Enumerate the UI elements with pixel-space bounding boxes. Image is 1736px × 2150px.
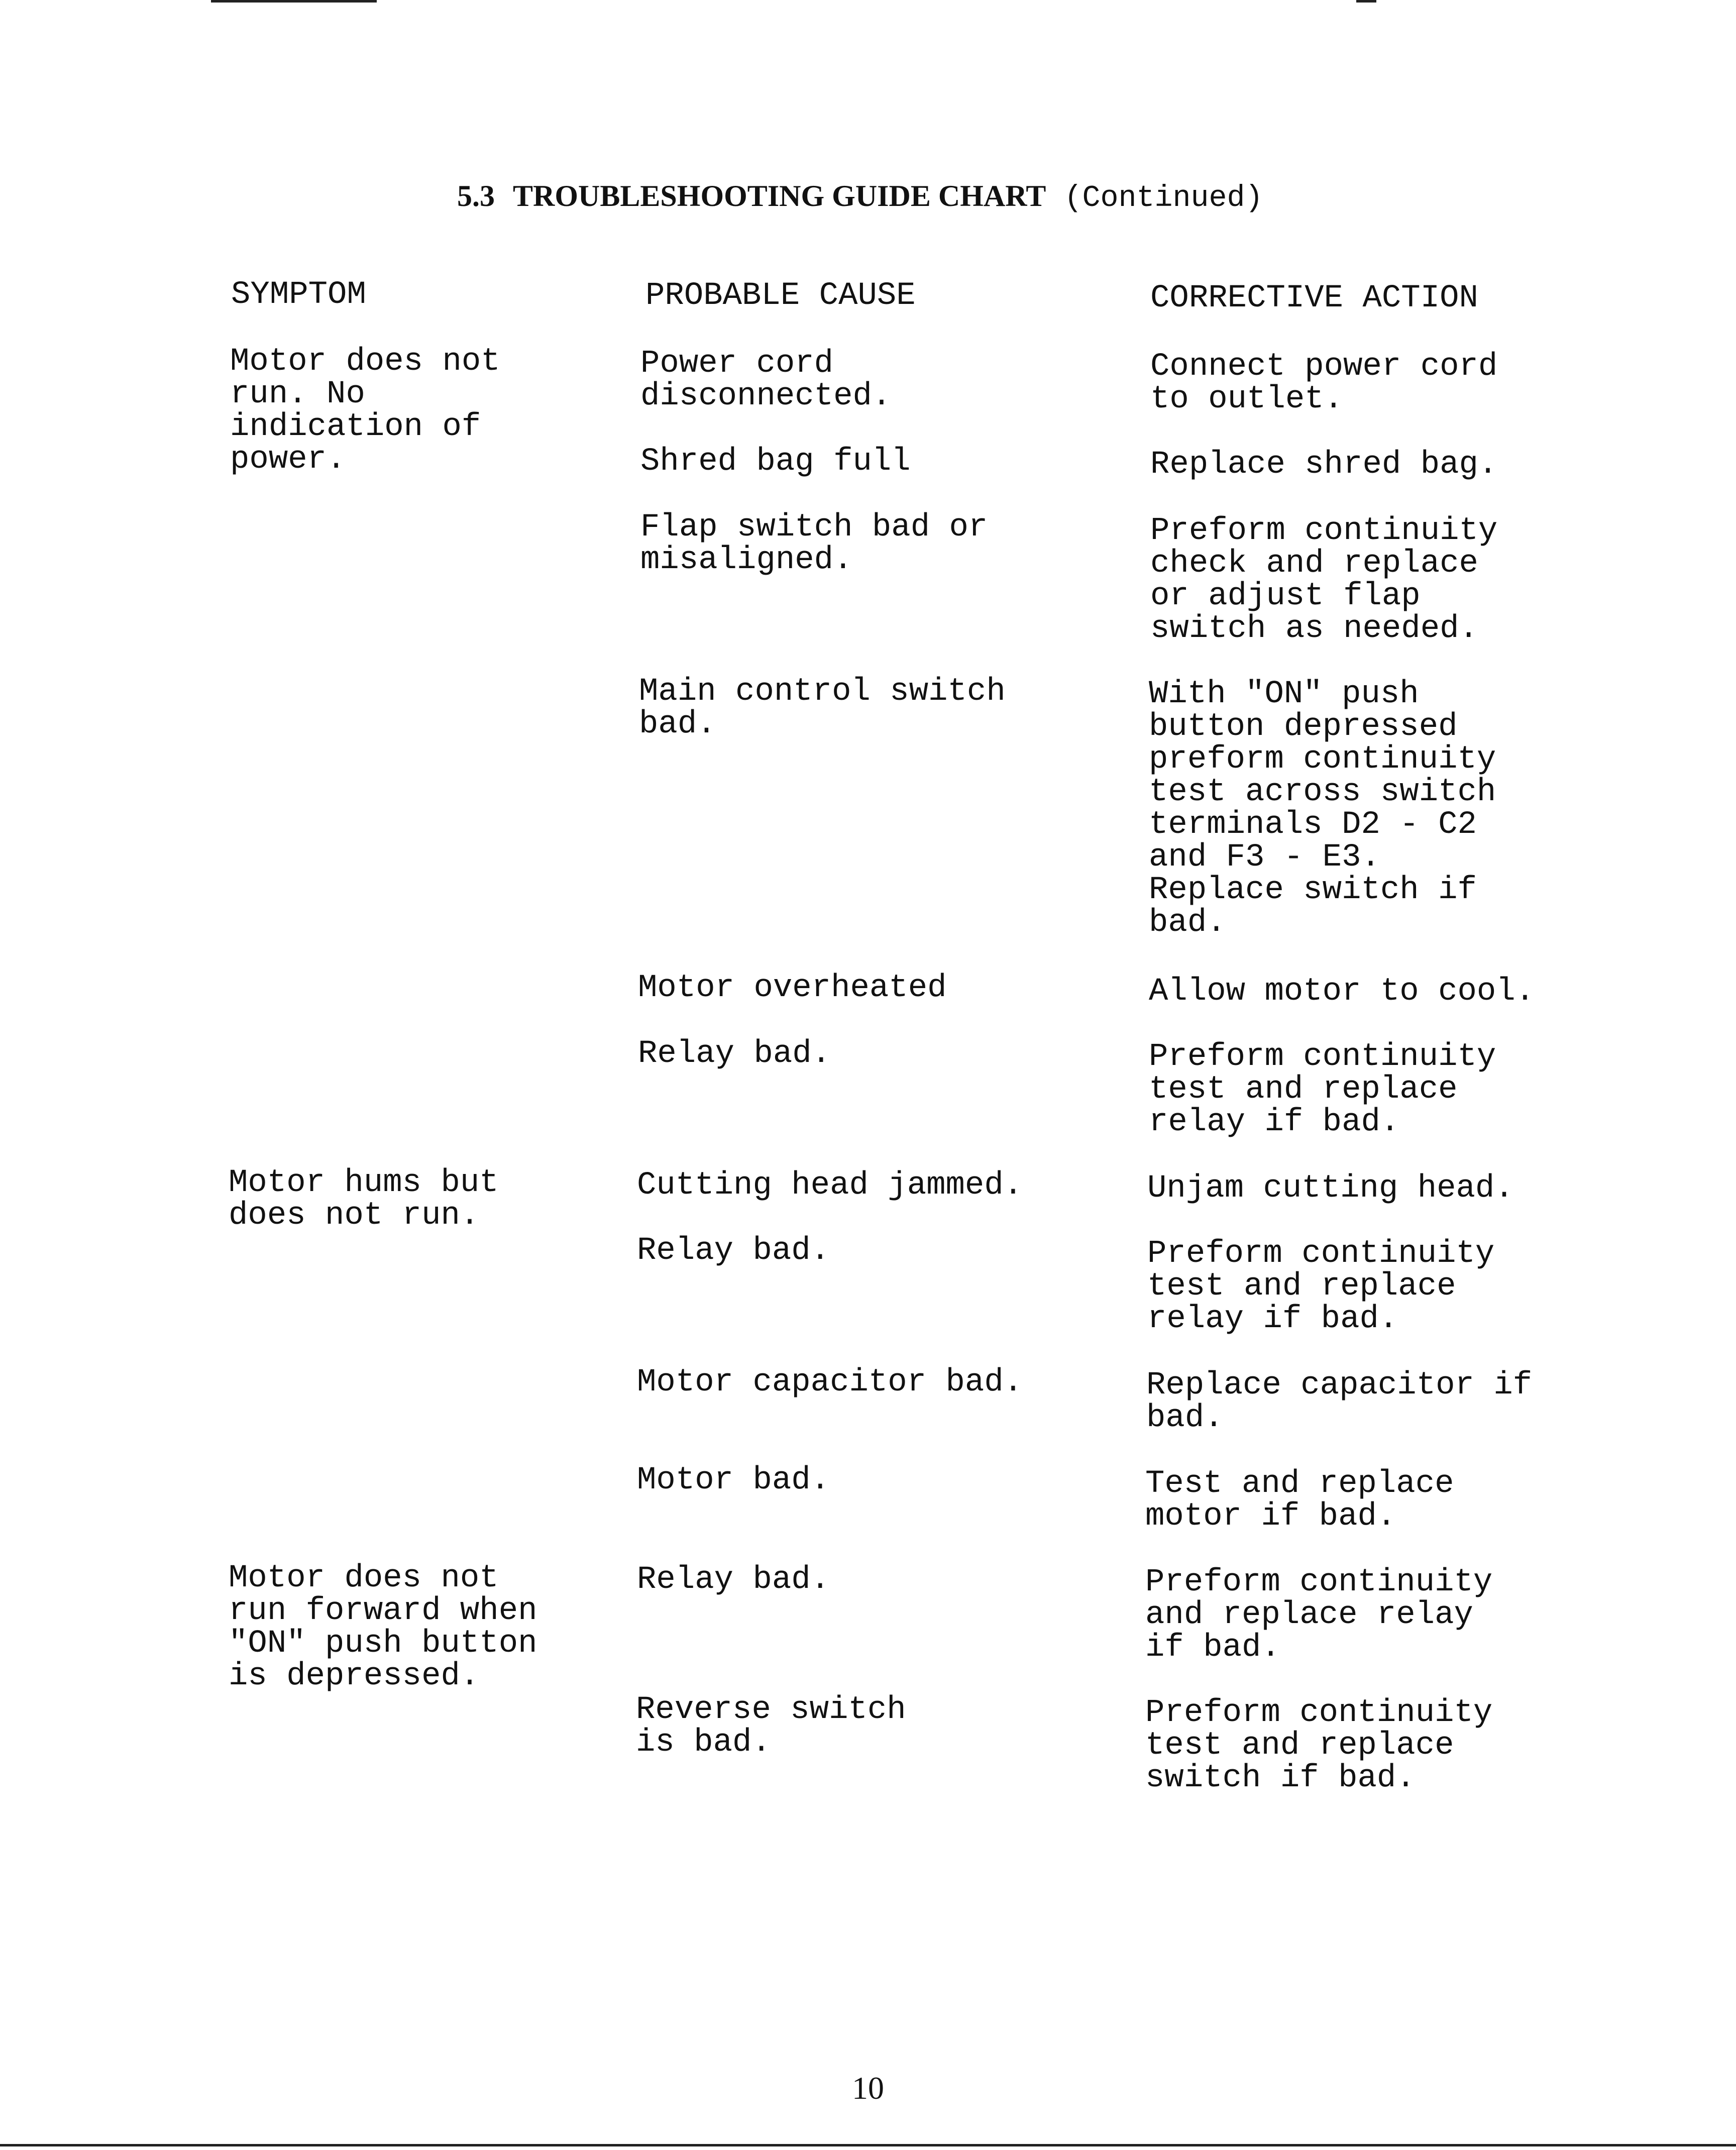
cause-main-switch: Main control switch bad. — [639, 674, 1006, 742]
cause-cutting-head: Cutting head jammed. — [637, 1167, 1023, 1204]
cause-flap-switch: Flap switch bad or misaligned. — [640, 509, 988, 578]
action-power-cord: Connect power cord to outlet. — [1150, 349, 1498, 417]
section-heading: TROUBLESHOOTING GUIDE CHART — [513, 179, 1046, 212]
action-capacitor: Replace capacitor if bad. — [1146, 1367, 1533, 1436]
action-relay-3: Preform continuity and replace relay if bad. — [1145, 1564, 1493, 1666]
action-motor-overheated: Allow motor to cool. — [1149, 974, 1535, 1010]
cause-shred-bag: Shred bag full — [640, 444, 911, 480]
page-title — [457, 177, 1263, 218]
cause-reverse-switch: Reverse switch is bad. — [636, 1692, 906, 1761]
action-shred-bag: Replace shred bag. — [1150, 447, 1498, 483]
symptom-hums: Motor hums but does not run. — [229, 1165, 499, 1234]
cause-motor-overheated: Motor overheated — [638, 970, 947, 1006]
section-number: 5.3 — [457, 179, 495, 212]
cause-motor-bad: Motor bad. — [637, 1462, 830, 1498]
cause-relay-1: Relay bad. — [638, 1036, 831, 1072]
section-suffix: (Continued) — [1064, 181, 1263, 216]
page-number: 10 — [852, 2070, 884, 2106]
symptom-no-power: Motor does not run. No indication of power. — [230, 344, 500, 478]
header-corrective-action: CORRECTIVE ACTION — [1150, 280, 1478, 316]
cause-relay-2: Relay bad. — [637, 1233, 830, 1269]
action-reverse-switch: Preform continuity test and replace switch if bad. — [1145, 1695, 1493, 1796]
action-cutting-head: Unjam cutting head. — [1147, 1170, 1514, 1207]
scan-top-mark-right — [1356, 0, 1376, 3]
cause-power-cord: Power cord disconnected. — [640, 346, 892, 414]
scan-top-mark-left — [211, 0, 377, 3]
action-main-switch: With "ON" push button depressed preform continuity test across switch terminals D2 - C2 and F3 - E3. Replace switch if bad. — [1149, 676, 1496, 941]
header-probable-cause: PROBABLE CAUSE — [645, 278, 916, 314]
symptom-no-forward: Motor does not run forward when "ON" push button is depressed. — [229, 1560, 537, 1694]
action-relay-1: Preform continuity test and replace relay if bad. — [1149, 1039, 1496, 1140]
cause-capacitor: Motor capacitor bad. — [637, 1364, 1023, 1401]
page-bottom-rule — [0, 2144, 1736, 2146]
action-flap-switch: Preform continuity check and replace or adjust flap switch as needed. — [1150, 513, 1498, 647]
header-symptom: SYMPTOM — [231, 277, 366, 313]
action-motor-bad: Test and replace motor if bad. — [1145, 1466, 1454, 1535]
cause-relay-3: Relay bad. — [637, 1562, 830, 1598]
action-relay-2: Preform continuity test and replace relay if bad. — [1147, 1236, 1495, 1337]
